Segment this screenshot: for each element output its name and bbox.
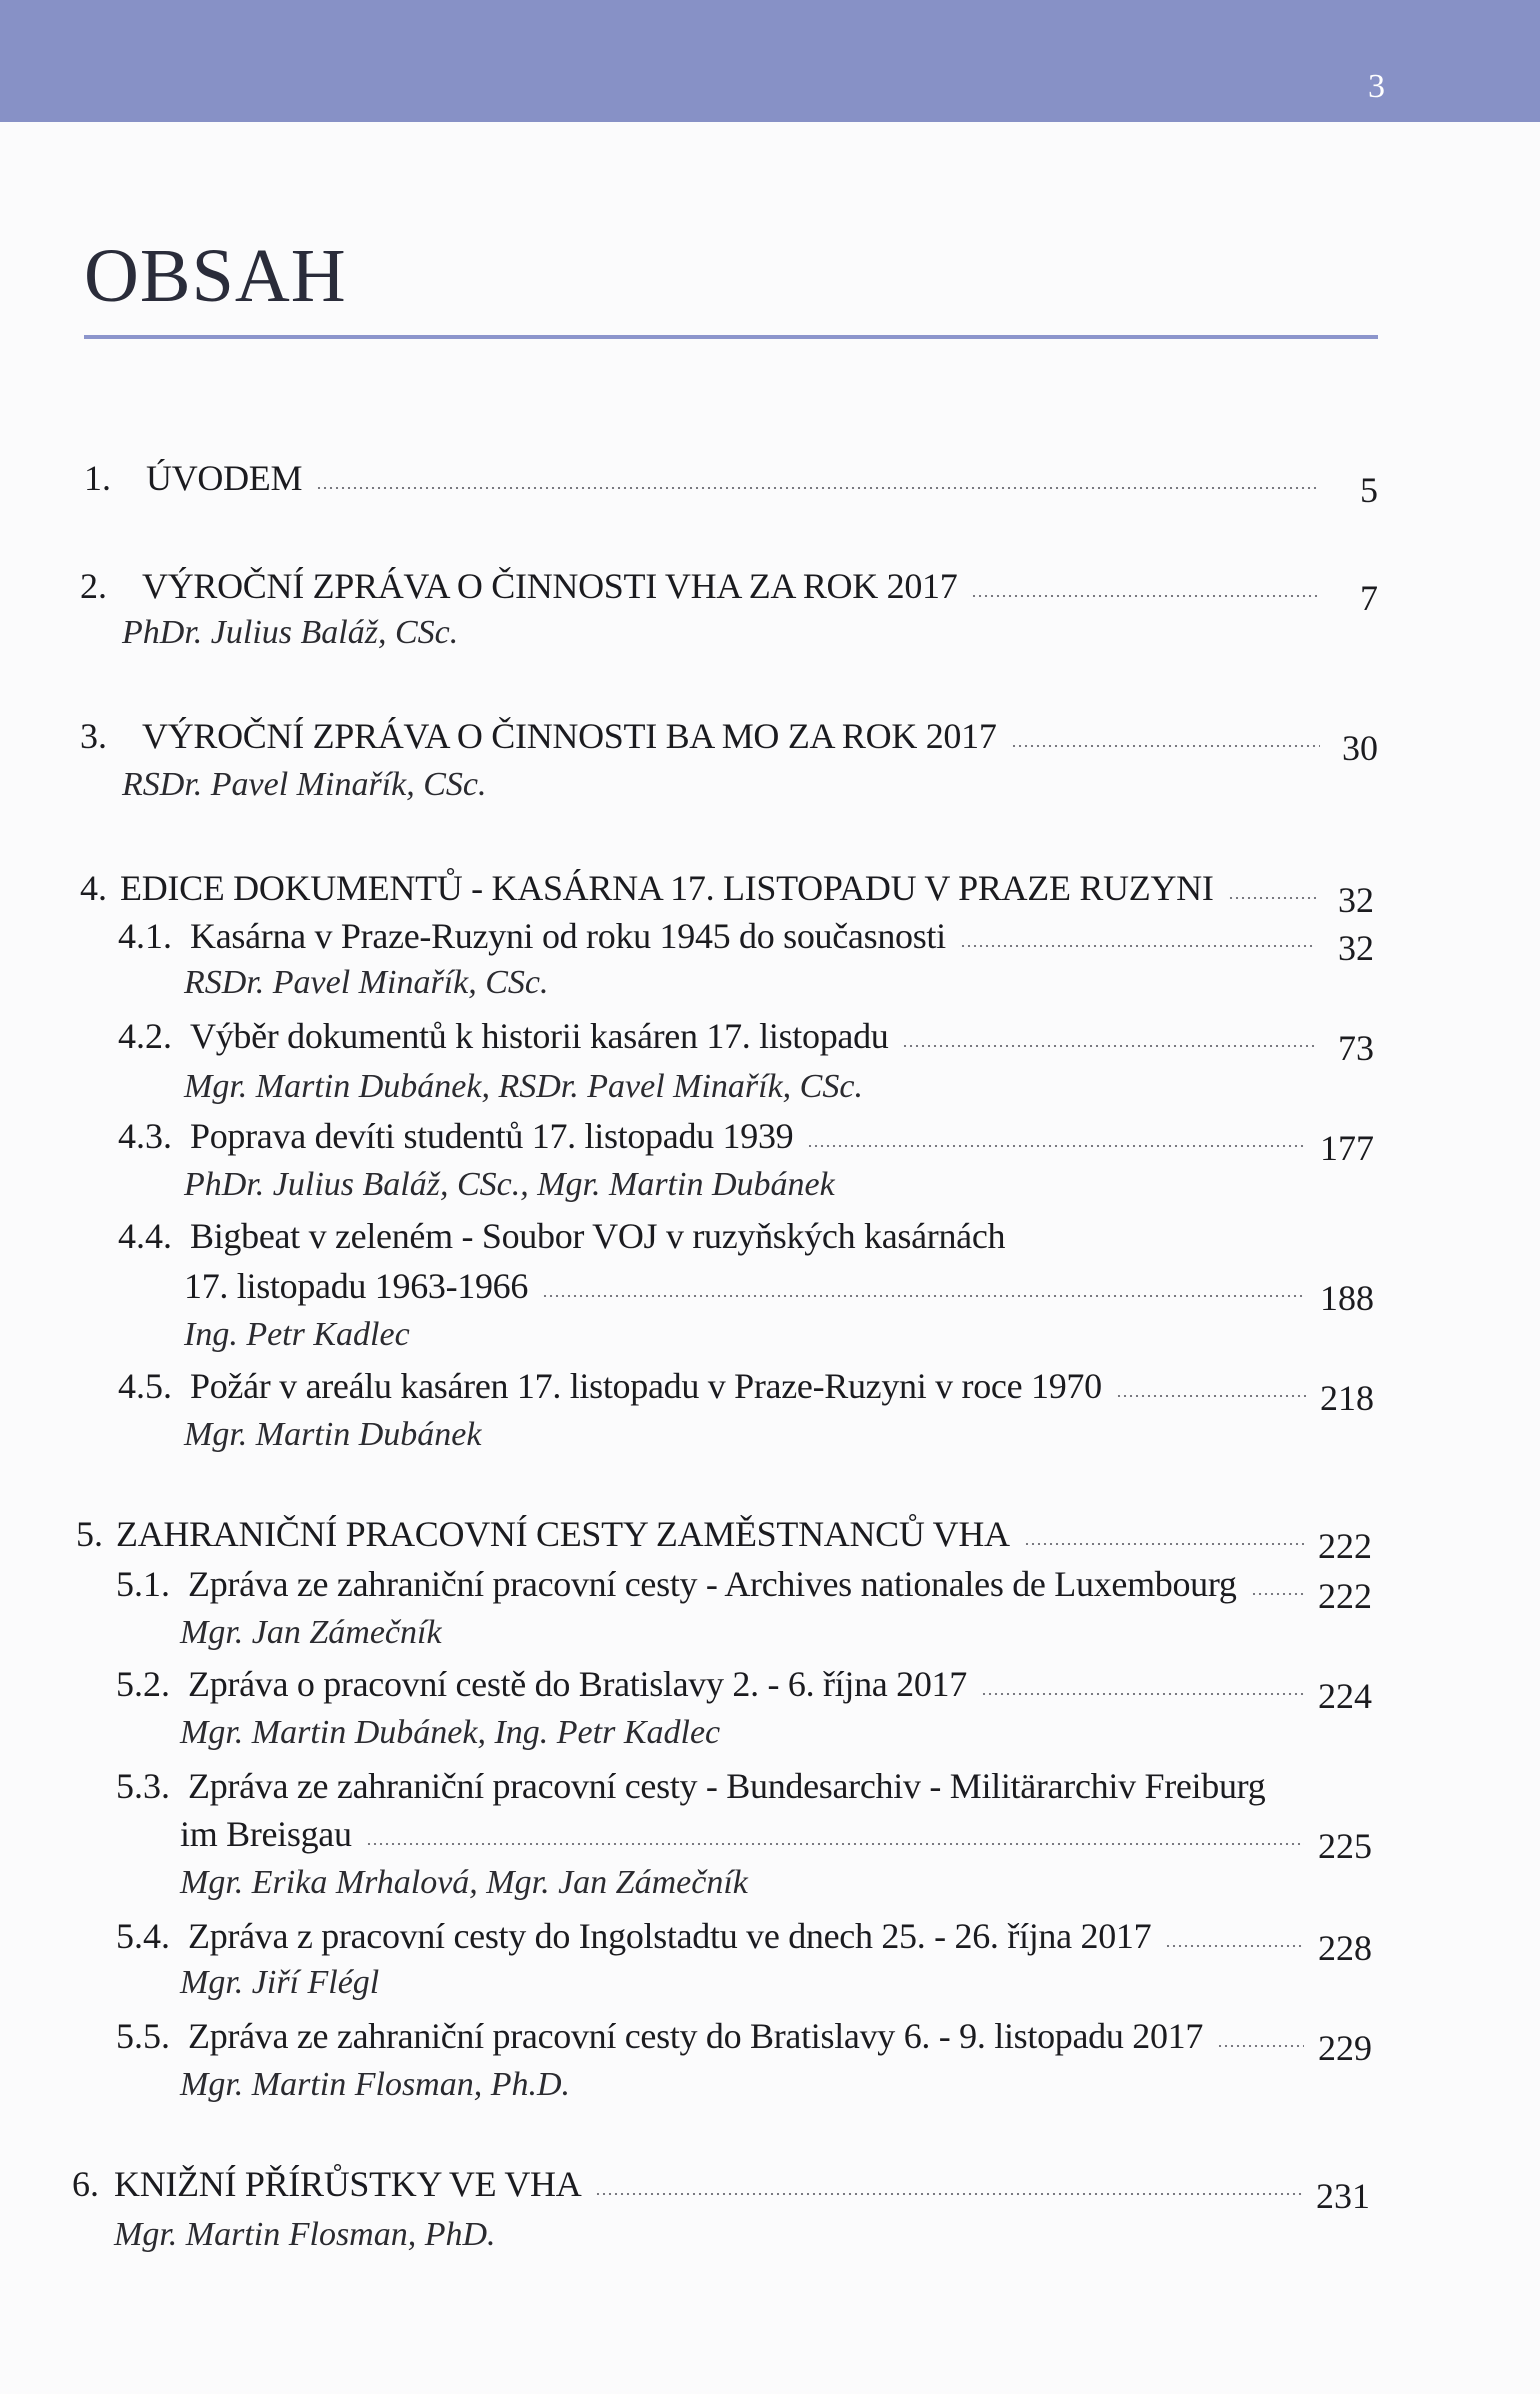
toc-entry-author: RSDr. Pavel Minařík, CSc. (184, 964, 549, 1001)
toc-entry-number: 3. (80, 716, 107, 756)
toc-entry-title: KNIŽNÍ PŘÍRŮSTKY VE VHA (114, 2164, 582, 2204)
toc-entry-page: 222 (1318, 1576, 1372, 1616)
toc-entry-author: PhDr. Julius Baláž, CSc. (122, 614, 459, 651)
toc-entry-title: VÝROČNÍ ZPRÁVA O ČINNOSTI VHA ZA ROK 2017 (142, 566, 958, 606)
toc-entry-5-1[interactable] (116, 1562, 1372, 1616)
toc-entry-title: EDICE DOKUMENTŮ - KASÁRNA 17. LISTOPADU V PRAZE RUZYNI (120, 868, 1214, 908)
toc-entry-6[interactable] (72, 2162, 1370, 2216)
toc-entry-author: Mgr. Martin Flosman, Ph.D. (180, 2066, 571, 2103)
toc-entry-1[interactable] (84, 456, 1378, 510)
toc-entry-title: ÚVODEM (146, 458, 303, 498)
dot-leader (1011, 745, 1320, 747)
toc-entry-author: Mgr. Martin Dubánek, Ing. Petr Kadlec (180, 1714, 721, 1751)
toc-entry-5-3[interactable] (116, 1764, 1372, 1808)
toc-entry-title: ZAHRANIČNÍ PRACOVNÍ CESTY ZAMĚSTNANCŮ VHA (116, 1514, 1010, 1554)
dot-leader (1217, 2045, 1304, 2047)
dot-leader (1251, 1593, 1304, 1595)
toc-entry-number: 5.2. (116, 1664, 170, 1704)
toc-entry-number: 4.3. (118, 1116, 172, 1156)
toc-entry-author: Mgr. Erika Mrhalová, Mgr. Jan Zámečník (180, 1864, 748, 1901)
toc-entry-author: Mgr. Jan Zámečník (180, 1614, 442, 1651)
toc-entry-number: 2. (80, 566, 107, 606)
toc-entry-title: Zpráva o pracovní cestě do Bratislavy 2. - 6. října 2017 (188, 1664, 967, 1704)
dot-leader (1165, 1945, 1304, 1947)
toc-entry-author: Mgr. Martin Flosman, PhD. (114, 2216, 496, 2253)
toc-entry-page: 7 (1360, 578, 1378, 618)
toc-entry-title-continuation: im Breisgau (180, 1814, 352, 1854)
dot-leader (960, 945, 1316, 947)
toc-entry-author: Mgr. Jiří Flégl (180, 1964, 380, 2001)
toc-entry-5-4[interactable] (116, 1914, 1372, 1968)
dot-leader (1024, 1543, 1304, 1545)
toc-entry-page: 32 (1338, 928, 1374, 968)
page-number: 3 (1368, 68, 1385, 105)
toc-entry-page: 218 (1320, 1378, 1374, 1418)
dot-leader (807, 1145, 1306, 1147)
toc-entry-author: Mgr. Martin Dubánek (184, 1416, 482, 1453)
toc-entry-title: Požár v areálu kasáren 17. listopadu v Praze-Ruzyni v roce 1970 (190, 1366, 1102, 1406)
toc-entry-page: 225 (1318, 1826, 1372, 1866)
toc-entry-number: 4.5. (118, 1366, 172, 1406)
toc-entry-5-3-continuation[interactable] (180, 1812, 1372, 1866)
toc-entry-title: Zpráva ze zahraniční pracovní cesty - Archives nationales de Luxembourg (188, 1564, 1237, 1604)
toc-entry-author: RSDr. Pavel Minařík, CSc. (122, 766, 487, 803)
dot-leader (542, 1295, 1306, 1297)
toc-entry-4-3[interactable] (118, 1114, 1374, 1168)
toc-entry-number: 5.3. (116, 1766, 170, 1806)
dot-leader (1228, 897, 1316, 899)
dot-leader (971, 595, 1320, 597)
toc-entry-4[interactable] (80, 866, 1374, 920)
toc-entry-number: 4.1. (118, 916, 172, 956)
toc-entry-2[interactable] (80, 564, 1378, 618)
toc-entry-title: Zpráva ze zahraniční pracovní cesty do Bratislavy 6. - 9. listopadu 2017 (188, 2016, 1204, 2056)
toc-entry-number: 6. (72, 2164, 99, 2204)
toc-entry-page: 32 (1338, 880, 1374, 920)
toc-entry-page: 177 (1320, 1128, 1374, 1168)
toc-entry-author: Mgr. Martin Dubánek, RSDr. Pavel Minařík, CSc. (184, 1068, 863, 1105)
toc-entry-5-2[interactable] (116, 1662, 1372, 1716)
toc-entry-title: Poprava devíti studentů 17. listopadu 1939 (190, 1116, 794, 1156)
toc-entry-title: Bigbeat v zeleném - Soubor VOJ v ruzyňských kasárnách (190, 1216, 1006, 1256)
toc-entry-number: 5.4. (116, 1916, 170, 1956)
toc-entry-number: 4.2. (118, 1016, 172, 1056)
toc-entry-page: 228 (1318, 1928, 1372, 1968)
toc-entry-number: 5.5. (116, 2016, 170, 2056)
toc-entry-author: PhDr. Julius Baláž, CSc., Mgr. Martin Dubánek (184, 1166, 835, 1203)
toc-entry-4-4[interactable] (118, 1214, 1374, 1258)
dot-leader (981, 1693, 1304, 1695)
toc-entry-5[interactable] (76, 1512, 1372, 1566)
toc-entry-number: 1. (84, 458, 111, 498)
dot-leader (595, 2193, 1302, 2195)
toc-entry-title: Výběr dokumentů k historii kasáren 17. listopadu (190, 1016, 889, 1056)
toc-entry-number: 4.4. (118, 1216, 172, 1256)
toc-entry-page: 30 (1342, 728, 1378, 768)
toc-entry-author: Ing. Petr Kadlec (184, 1316, 410, 1353)
toc-entry-4-2[interactable] (118, 1014, 1374, 1068)
toc-entry-title: VÝROČNÍ ZPRÁVA O ČINNOSTI BA MO ZA ROK 2017 (142, 716, 997, 756)
toc-entry-page: 5 (1360, 470, 1378, 510)
toc-entry-5-5[interactable] (116, 2014, 1372, 2068)
page-title: OBSAH (84, 234, 347, 318)
dot-leader (1116, 1395, 1306, 1397)
toc-entry-page: 229 (1318, 2028, 1372, 2068)
dot-leader (366, 1843, 1304, 1845)
dot-leader (902, 1045, 1316, 1047)
toc-entry-page: 73 (1338, 1028, 1374, 1068)
toc-entry-page: 224 (1318, 1676, 1372, 1716)
toc-entry-title: Kasárna v Praze-Ruzyni od roku 1945 do současnosti (190, 916, 946, 956)
toc-entry-number: 5.1. (116, 1564, 170, 1604)
toc-entry-number: 4. (80, 868, 107, 908)
toc-entry-title: Zpráva ze zahraniční pracovní cesty - Bundesarchiv - Militärarchiv Freiburg (188, 1766, 1266, 1806)
dot-leader (316, 487, 1320, 489)
toc-entry-title: Zpráva z pracovní cesty do Ingolstadtu ve dnech 25. - 26. října 2017 (188, 1916, 1152, 1956)
toc-entry-4-4-continuation[interactable] (184, 1264, 1374, 1318)
toc-entry-4-1[interactable] (118, 914, 1374, 968)
toc-entry-page: 188 (1320, 1278, 1374, 1318)
toc-entry-title-continuation: 17. listopadu 1963-1966 (184, 1266, 529, 1306)
toc-entry-4-5[interactable] (118, 1364, 1374, 1418)
toc-entry-number: 5. (76, 1514, 103, 1554)
toc-entry-page: 222 (1318, 1526, 1372, 1566)
toc-entry-3[interactable] (80, 714, 1378, 768)
toc-entry-page: 231 (1316, 2176, 1370, 2216)
